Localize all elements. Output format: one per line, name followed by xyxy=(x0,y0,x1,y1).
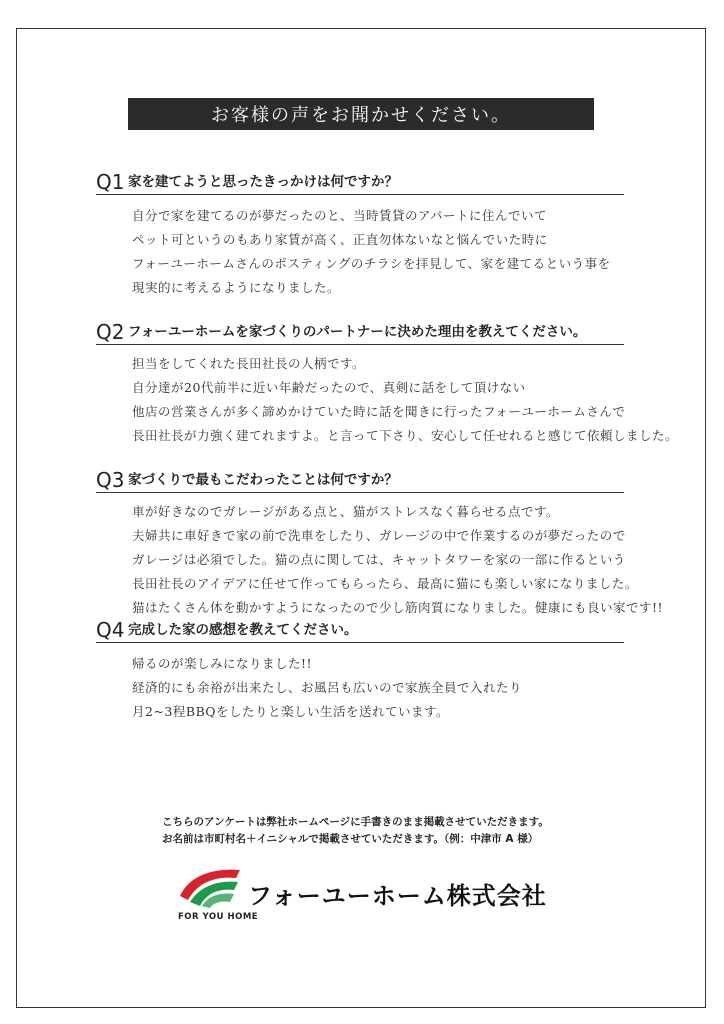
company-tagline: FOR YOU HOME xyxy=(178,912,259,922)
question-1-number: Q1 xyxy=(96,170,125,194)
answer-3 xyxy=(132,500,664,620)
answer-line: 現実的に考えるようになりました。 xyxy=(132,280,341,295)
answer-4 xyxy=(132,652,632,724)
answer-line: 自分で家を建てるのが夢だったのと、当時賃貸のアパートに住んでいて xyxy=(132,208,548,223)
answer-line: 長田社長のアイデアに任せて作ってもらったら、最高に猫にも楽しい家になりました。 xyxy=(132,576,638,591)
question-4-number: Q4 xyxy=(96,618,125,642)
question-4-header xyxy=(96,614,624,643)
notice-line: こちらのアンケートは弊社ホームページに手書きのまま掲載させていただきます。 xyxy=(162,816,549,828)
company-logo xyxy=(176,866,556,924)
question-3-header xyxy=(96,464,624,493)
publication-notice xyxy=(162,814,582,848)
page-title-text: お客様の声をお聞かせください。 xyxy=(211,105,511,126)
answer-line: 帰るのが楽しみになりました!! xyxy=(132,656,313,671)
answer-1 xyxy=(132,204,632,300)
answer-line: 他店の営業さんが多く諦めかけていた時に話を聞きに行ったフォーユーホームさんで xyxy=(132,404,626,419)
company-name: フォーユーホーム株式会社 xyxy=(248,882,547,910)
answer-line: 長田社長が力強く建てれますよ。と言って下さり、安心して任せれると感じて依頼しました。 xyxy=(132,428,679,443)
answer-line: 猫はたくさん体を動かすようになったので少し筋肉質になりました。健康にも良い家です!! xyxy=(132,600,664,615)
answer-line: 車が好きなのでガレージがある点と、猫がストレスなく暮らせる点です。 xyxy=(132,504,560,519)
answer-line: 経済的にも余裕が出来たし、お風呂も広いので家族全員で入れたり xyxy=(132,680,523,695)
answer-line: フォーユーホームさんのポスティングのチラシを拝見して、家を建てるという事を xyxy=(132,256,611,271)
question-2-text: フォーユーホームを家づくりのパートナーに決めた理由を教えてください。 xyxy=(128,324,587,340)
notice-line: お名前は市町村名＋イニシャルで掲載させていただきます。（例：中津市 A 様） xyxy=(162,833,539,845)
answer-line: ガレージは必須でした。猫の点に関しては、キャットタワーを家の一部に作るという xyxy=(132,552,626,567)
answer-line: 月2~3程BBQをしたりと楽しい生活を送れています。 xyxy=(132,704,449,719)
question-2-number: Q2 xyxy=(96,320,125,344)
answer-2 xyxy=(132,352,679,448)
answer-line: 自分達が20代前半に近い年齢だったので、真剣に話をして頂けない xyxy=(132,380,526,395)
question-1-header xyxy=(96,166,624,195)
answer-line: 担当をしてくれた長田社長の人柄です。 xyxy=(132,356,366,371)
answer-line: 夫婦共に車好きで家の前で洗車をしたり、ガレージの中で作業するのが夢だったので xyxy=(132,528,626,543)
question-4-text: 完成した家の感想を教えてください。 xyxy=(128,622,358,638)
answer-line: ペット可というのもあり家賃が高く、正直勿体ないなと悩んでいた時に xyxy=(132,232,548,247)
page-title xyxy=(128,98,594,130)
company-logo-icon xyxy=(176,866,242,910)
question-2-header xyxy=(96,316,624,345)
question-1-text: 家を建てようと思ったきっかけは何ですか？ xyxy=(128,174,398,190)
question-3-number: Q3 xyxy=(96,468,125,492)
question-3-text: 家づくりで最もこだわったことは何ですか？ xyxy=(128,472,398,488)
